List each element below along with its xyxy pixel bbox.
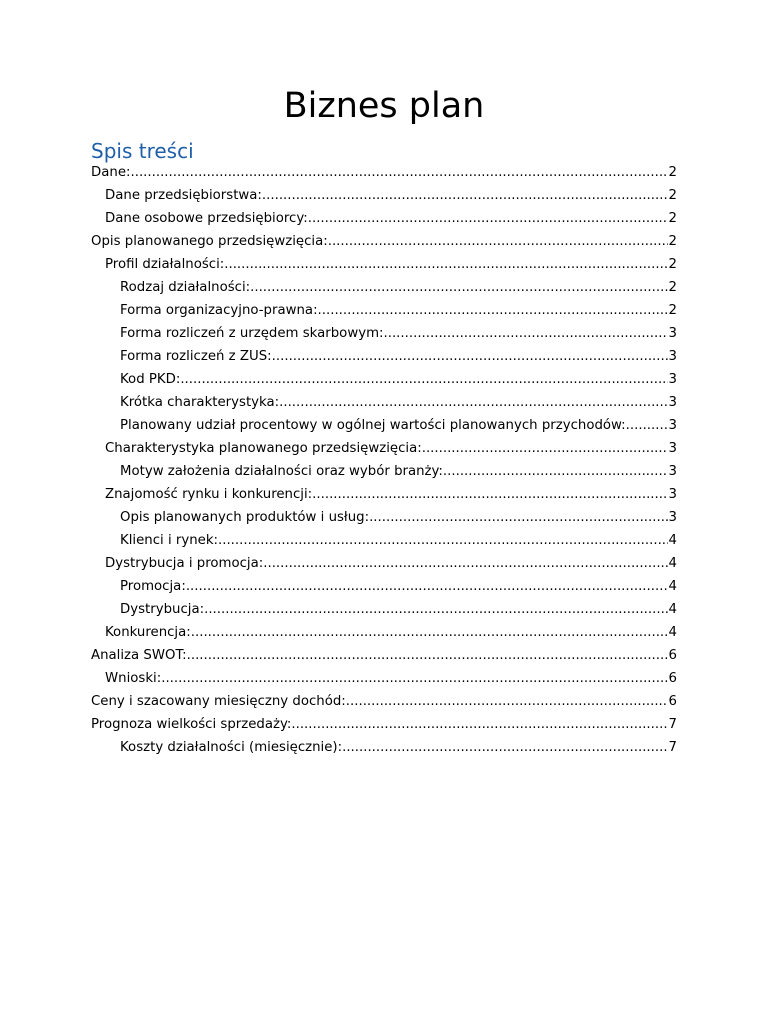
toc-entry[interactable]: [91, 506, 677, 529]
toc-entry[interactable]: [91, 621, 677, 644]
toc-entry-page-number: 3: [668, 326, 677, 341]
toc-entry-label: Planowany udział procentowy w ogólnej wartości planowanych przychodów:: [120, 418, 626, 433]
toc-leader-dots: [191, 621, 668, 644]
toc-leader-dots: [422, 437, 668, 460]
toc-entry-page-number: 3: [668, 441, 677, 456]
toc-entry-label: Opis planowanego przedsięwzięcia:: [91, 234, 328, 249]
toc-entry[interactable]: [91, 253, 677, 276]
toc-entry-label: Motyw założenia działalności oraz wybór branży:: [120, 464, 443, 479]
toc-entry[interactable]: [91, 161, 677, 184]
toc-entry-label: Znajomość rynku i konkurencji:: [105, 487, 313, 502]
toc-entry-label: Koszty działalności (miesięcznie):: [120, 740, 343, 755]
toc-entry-page-number: 4: [668, 625, 677, 640]
toc-entry-label: Analiza SWOT:: [91, 648, 187, 663]
toc-entry-label: Klienci i rynek:: [120, 533, 218, 548]
toc-entry[interactable]: [91, 207, 677, 230]
toc-leader-dots: [308, 207, 668, 230]
toc-entry-label: Dystrybucja:: [120, 602, 205, 617]
toc-entry[interactable]: [91, 529, 677, 552]
toc-entry-page-number: 4: [668, 579, 677, 594]
toc-entry-page-number: 2: [668, 280, 677, 295]
toc-entry-label: Prognoza wielkości sprzedaży:: [91, 717, 292, 732]
toc-entry-page-number: 3: [668, 510, 677, 525]
toc-leader-dots: [279, 391, 667, 414]
toc-leader-dots: [346, 690, 668, 713]
table-of-contents: [91, 161, 677, 759]
toc-leader-dots: [262, 184, 668, 207]
toc-leader-dots: [443, 460, 668, 483]
toc-leader-dots: [312, 483, 667, 506]
toc-entry-page-number: 6: [668, 671, 677, 686]
toc-entry-label: Dane osobowe przedsiębiorcy:: [105, 211, 308, 226]
toc-entry-page-number: 2: [668, 211, 677, 226]
toc-entry[interactable]: [91, 391, 677, 414]
toc-entry-label: Dane:: [91, 165, 131, 180]
toc-leader-dots: [204, 598, 667, 621]
toc-leader-dots: [130, 161, 667, 184]
toc-entry-label: Kod PKD:: [120, 372, 181, 387]
toc-entry[interactable]: [91, 322, 677, 345]
toc-leader-dots: [224, 253, 667, 276]
toc-entry-page-number: 3: [668, 418, 677, 433]
toc-entry[interactable]: [91, 483, 677, 506]
toc-leader-dots: [384, 322, 668, 345]
toc-leader-dots: [218, 529, 668, 552]
toc-leader-dots: [328, 230, 668, 253]
toc-entry-page-number: 4: [668, 533, 677, 548]
toc-entry-page-number: 2: [668, 303, 677, 318]
toc-entry-page-number: 7: [668, 740, 677, 755]
toc-entry-label: Dane przedsiębiorstwa:: [105, 188, 262, 203]
toc-entry-label: Opis planowanych produktów i usług:: [120, 510, 370, 525]
toc-entry[interactable]: [91, 230, 677, 253]
toc-entry-page-number: 4: [668, 556, 677, 571]
toc-entry-page-number: 3: [668, 349, 677, 364]
toc-entry-label: Wnioski:: [105, 671, 162, 686]
document-title: Biznes plan: [283, 86, 485, 126]
toc-entry-page-number: 3: [668, 464, 677, 479]
toc-entry[interactable]: [91, 368, 677, 391]
toc-entry-label: Ceny i szacowany miesięczny dochód:: [91, 694, 346, 709]
toc-leader-dots: [272, 345, 668, 368]
toc-heading: Spis treści: [91, 139, 194, 163]
toc-entry[interactable]: [91, 690, 677, 713]
toc-entry-page-number: 2: [668, 257, 677, 272]
toc-leader-dots: [187, 644, 668, 667]
toc-entry[interactable]: [91, 736, 677, 759]
toc-leader-dots: [250, 276, 667, 299]
toc-entry-label: Forma rozliczeń z ZUS:: [120, 349, 272, 364]
toc-entry[interactable]: [91, 299, 677, 322]
toc-entry[interactable]: [91, 713, 677, 736]
toc-entry[interactable]: [91, 598, 677, 621]
toc-entry-page-number: 2: [668, 165, 677, 180]
toc-entry-page-number: 3: [668, 395, 677, 410]
toc-entry[interactable]: [91, 644, 677, 667]
toc-entry[interactable]: [91, 345, 677, 368]
toc-leader-dots: [626, 414, 668, 437]
toc-entry-page-number: 6: [668, 648, 677, 663]
toc-entry[interactable]: [91, 667, 677, 690]
toc-leader-dots: [318, 299, 668, 322]
toc-leader-dots: [291, 713, 667, 736]
toc-entry-label: Forma rozliczeń z urzędem skarbowym:: [120, 326, 384, 341]
toc-entry-label: Konkurencja:: [105, 625, 191, 640]
toc-entry-page-number: 2: [668, 234, 677, 249]
toc-entry-label: Profil działalności:: [105, 257, 225, 272]
toc-entry-page-number: 4: [668, 602, 677, 617]
toc-leader-dots: [180, 368, 667, 391]
toc-entry[interactable]: [91, 460, 677, 483]
toc-entry-page-number: 3: [668, 372, 677, 387]
toc-entry[interactable]: [91, 437, 677, 460]
toc-entry[interactable]: [91, 552, 677, 575]
toc-entry[interactable]: [91, 184, 677, 207]
toc-entry-page-number: 7: [668, 717, 677, 732]
toc-entry[interactable]: [91, 276, 677, 299]
toc-leader-dots: [342, 736, 667, 759]
toc-entry-label: Forma organizacyjno-prawna:: [120, 303, 318, 318]
toc-entry-page-number: 2: [668, 188, 677, 203]
toc-entry-page-number: 3: [668, 487, 677, 502]
toc-entry[interactable]: [91, 575, 677, 598]
toc-leader-dots: [369, 506, 667, 529]
toc-entry-label: Promocja:: [120, 579, 186, 594]
toc-leader-dots: [186, 575, 668, 598]
toc-entry-label: Krótka charakterystyka:: [120, 395, 280, 410]
toc-entry-label: Charakterystyka planowanego przedsięwzięcia:: [105, 441, 422, 456]
toc-entry[interactable]: [91, 414, 677, 437]
toc-leader-dots: [263, 552, 667, 575]
toc-leader-dots: [161, 667, 667, 690]
toc-entry-page-number: 6: [668, 694, 677, 709]
toc-entry-label: Rodzaj działalności:: [120, 280, 251, 295]
toc-entry-label: Dystrybucja i promocja:: [105, 556, 264, 571]
